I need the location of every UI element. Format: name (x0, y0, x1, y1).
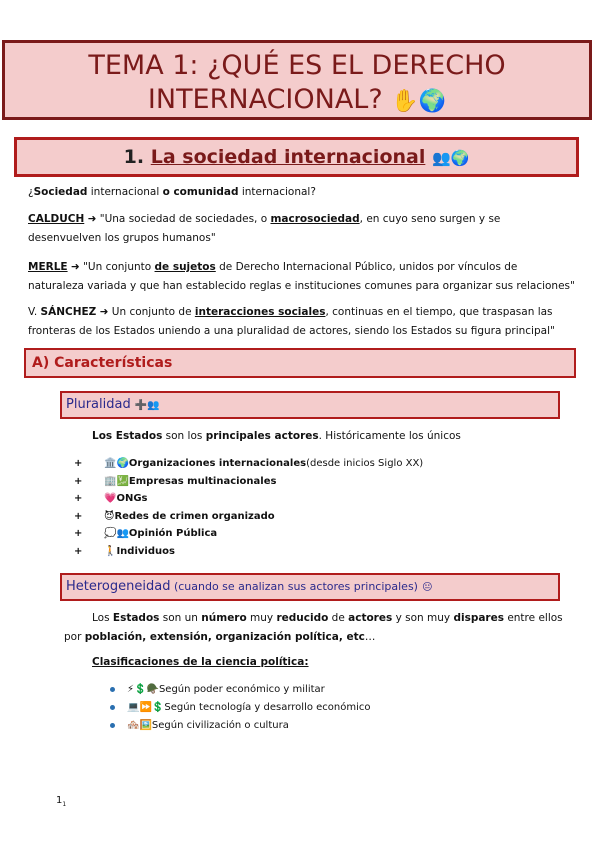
sanchez-definition: V. SÁNCHEZ ➜ Un conjunto de interacciones sociales, continuas en el tiempo, que traspasan las fronteras de los Estados uniendo a una pluralidad de actores, siendo los Estados su figura principal" (28, 306, 555, 337)
bullet-dot-icon (110, 723, 115, 728)
heterogeneidad-heading: Heterogeneidad (cuando se analizan sus actores principales) 😐 (60, 573, 560, 601)
list-item: 🏘️🖼️Según civilización o cultura (110, 717, 371, 735)
subsection-characteristics: A) Características (24, 348, 576, 378)
classifications-list (110, 681, 371, 735)
classifications-title: Clasificaciones de la ciencia política: (92, 656, 309, 668)
section-number: 1. (123, 146, 145, 168)
section-title: La sociedad internacional (150, 146, 426, 168)
document-title (2, 40, 592, 120)
bullet-dot-icon (110, 687, 115, 692)
list-item: + 💗 ONGs (74, 493, 148, 504)
title-line-2: INTERNACIONAL? (147, 84, 383, 115)
list-item: + 🏛️🌍 Organizaciones internacionales (desde inicios Siglo XX) (74, 458, 424, 469)
estados-line: Los Estados son los principales actores. Históricamente los únicos (92, 430, 461, 442)
actors-list (74, 455, 423, 560)
bullet-dot-icon (110, 705, 115, 710)
list-item: ⚡💲🪖Según poder económico y militar (110, 681, 371, 699)
page-number: $1_1$ (56, 795, 67, 808)
title-line-1: TEMA 1: ¿QUÉ ES EL DERECHO (88, 50, 506, 81)
list-item: + 💭👥 Opinión Pública (74, 528, 218, 539)
list-item: + 😈 Redes de crimen organizado (74, 510, 275, 522)
heterogeneidad-text: Los Estados son un número muy reducido de actores y son muy dispares entre ellos por población, extensión, organización política, etc… (64, 612, 563, 643)
intro-question: ¿Sociedad internacional o comunidad internacional? (28, 186, 316, 198)
merle-definition: MERLE ➜ "Un conjunto de sujetos de Derecho Internacional Público, unidos por vínculos de naturaleza variada y que han establecido reglas e instituciones comunes para organizar sus relaciones" (28, 261, 575, 292)
title-emoji: ✋🌍 (391, 89, 447, 114)
list-item: 💻⏩💲Según tecnología y desarrollo económico (110, 699, 371, 717)
list-item: + 🚶 Individuos (74, 545, 175, 557)
section-heading (14, 137, 579, 177)
section-emoji: 👥🌍 (431, 149, 470, 167)
calduch-definition: CALDUCH ➜ "Una sociedad de sociedades, o macrosociedad, en cuyo seno surgen y se desenvuelven los grupos humanos" (28, 213, 501, 244)
list-item: + 🏢💹 Empresas multinacionales (74, 475, 277, 487)
pluralidad-heading: Pluralidad ➕👥 (60, 391, 560, 419)
